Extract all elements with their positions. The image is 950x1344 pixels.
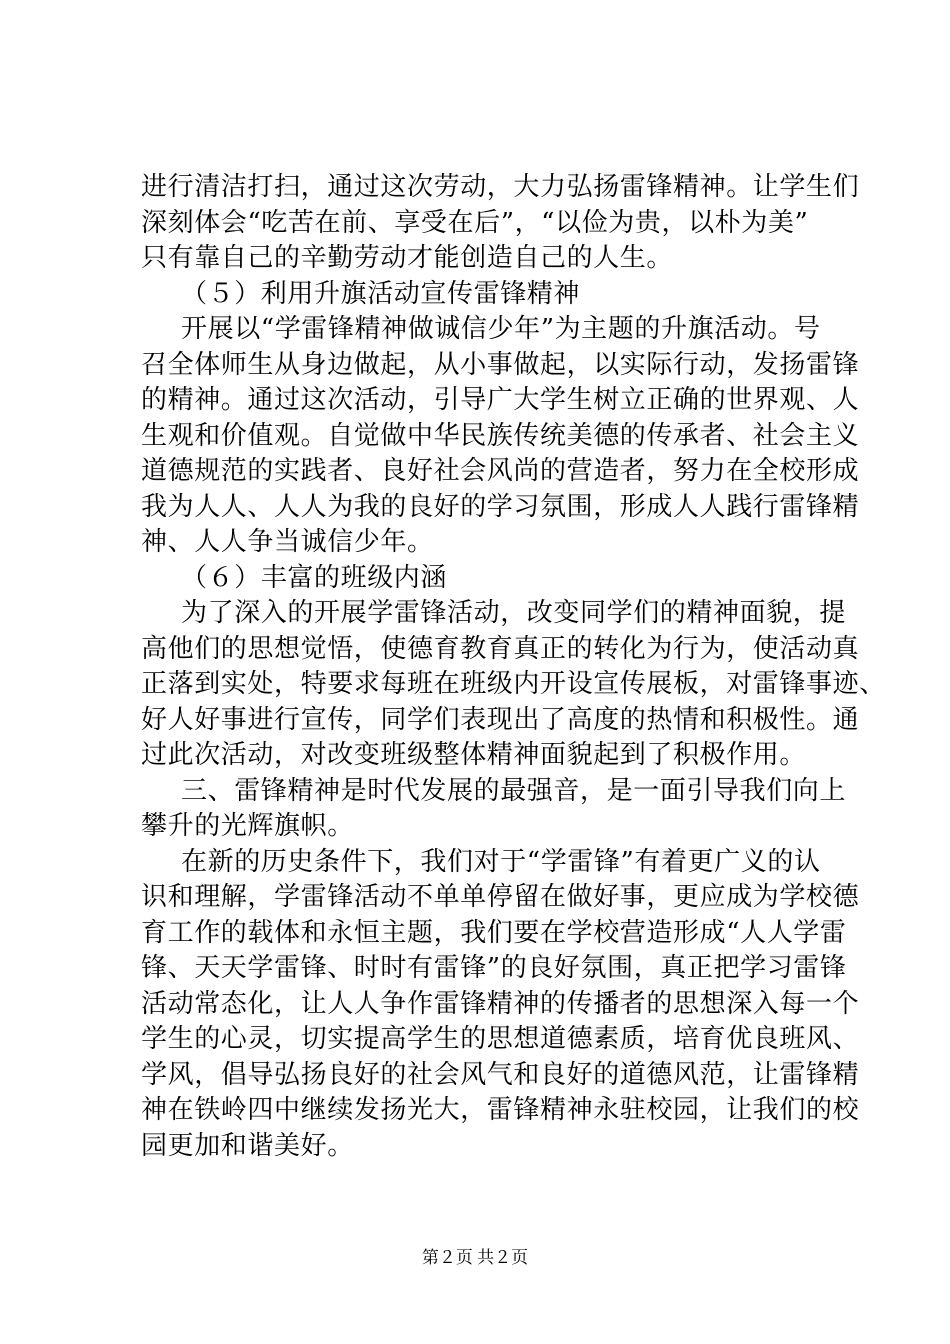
section-heading: （６）丰富的班级内涵 — [181, 562, 448, 593]
text-line: 锋、天天学雷锋、时时有雷锋”的良好氛围，真正把学习雷锋 — [141, 953, 847, 983]
text-line: 只有靠自己的辛勤劳动才能创造自己的人生。 — [141, 243, 674, 273]
document-body — [141, 170, 886, 1164]
text-line: 活动常态化，让人人争作雷锋精神的传播者的思想深入每一个 — [141, 988, 860, 1019]
paragraph-first-line: 在新的历史条件下，我们对于“学雷锋”有着更广义的认 — [181, 846, 821, 877]
paragraph-first-line: 为了深入的开展学雷锋活动，改变同学们的精神面貌，提 — [181, 598, 847, 628]
text-line: 的精神。通过这次活动，引导广大学生树立正确的世界观、人 — [141, 385, 860, 415]
text-line: 道德规范的实践者、良好社会风尚的营造者，努力在全校形成 — [141, 456, 860, 486]
text-line: 生观和价值观。自觉做中华民族传统美德的传承者、社会主义 — [141, 420, 860, 451]
section-heading: 三、雷锋精神是时代发展的最强音，是一面引导我们向上 — [181, 775, 847, 806]
text-line: 神、人人争当诚信少年。 — [141, 527, 434, 557]
text-line: 我为人人、人人为我的良好的学习氛围，形成人人践行雷锋精 — [141, 491, 860, 522]
text-line: 育工作的载体和永恒主题，我们要在学校营造形成“人人学雷 — [141, 917, 847, 948]
page-number-footer: 第２页 共２页 — [421, 1248, 529, 1267]
text-line: 学生的心灵，切实提高学生的思想道德素质，培育优良班风、 — [141, 1024, 860, 1054]
section-heading: （５）利用升旗活动宣传雷锋精神 — [181, 278, 581, 309]
text-line: 好人好事进行宣传，同学们表现出了高度的热情和积极性。通 — [141, 704, 860, 735]
text-line: 识和理解，学雷锋活动不单单停留在做好事，更应成为学校德 — [141, 882, 860, 912]
text-line: 进行清洁打扫，通过这次劳动，大力弘扬雷锋精神。让学生们 — [141, 172, 860, 202]
text-line: 深刻体会“吃苦在前、享受在后”，“以俭为贵，以朴为美” — [141, 207, 809, 238]
text-line: 过此次活动，对改变班级整体精神面貌起到了积极作用。 — [141, 740, 807, 770]
text-line: 神在铁岭四中继续发扬光大，雷锋精神永驻校园，让我们的校 — [141, 1095, 860, 1125]
text-line: 召全体师生从身边做起，从小事做起，以实际行动，发扬雷锋 — [141, 349, 860, 380]
text-line: 学风，倡导弘扬良好的社会风气和良好的道德风范，让雷锋精 — [141, 1059, 860, 1090]
text-line: 高他们的思想觉悟，使德育教育真正的转化为行为，使活动真 — [141, 633, 860, 664]
text-line: 园更加和谐美好。 — [141, 1130, 354, 1161]
paragraph-first-line: 开展以“学雷锋精神做诚信少年”为主题的升旗活动。号 — [181, 314, 821, 344]
text-line: 正落到实处，特要求每班在班级内开设宣传展板，对雷锋事迹、 — [141, 669, 886, 699]
text-line: 攀升的光辉旗帜。 — [141, 811, 354, 841]
